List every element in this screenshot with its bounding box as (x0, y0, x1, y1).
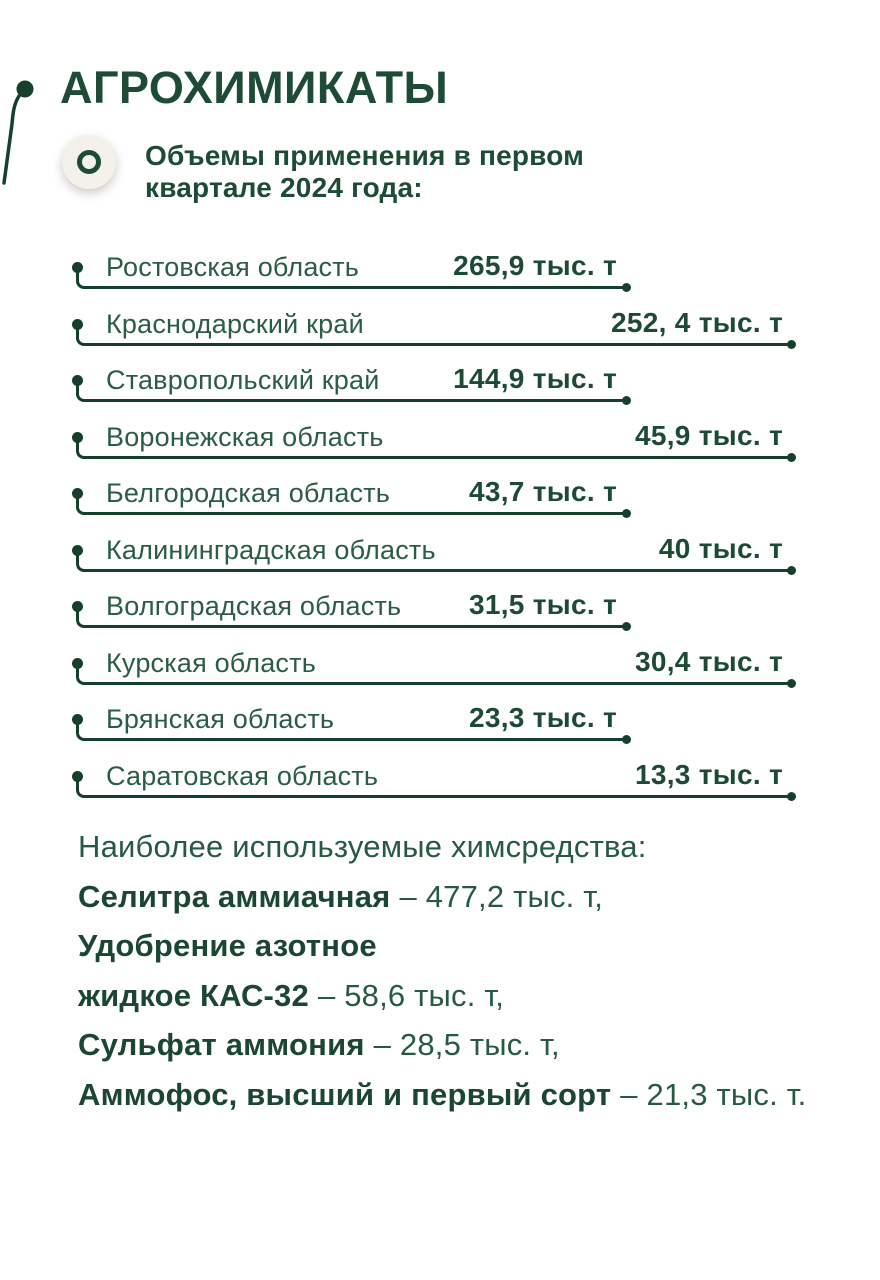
line-end-dot-icon (622, 509, 631, 518)
region-name: Воронежская область (106, 422, 384, 452)
line-end-dot-icon (787, 792, 796, 801)
region-row-volgograd (0, 589, 880, 645)
title-bullet-dot-icon (17, 81, 34, 98)
leader-line (76, 495, 627, 515)
region-value: 252, 4 тыс. т (611, 307, 783, 338)
chemical-amount: – 58,6 тыс. т, (317, 977, 505, 1013)
region-value: 23,3 тыс. т (468, 702, 617, 733)
subtitle-line-1: Объемы применения в первом (145, 140, 585, 171)
chemical-item (78, 921, 873, 971)
region-row-rostov (0, 250, 880, 306)
chemical-item (78, 971, 873, 1021)
line-end-dot-icon (787, 566, 796, 575)
leader-line (76, 326, 792, 346)
region-row-kursk (0, 646, 880, 702)
region-row-voronezh (0, 420, 880, 476)
leader-line (76, 665, 792, 685)
chemicals-section (78, 822, 873, 1119)
region-name: Курская область (106, 648, 316, 678)
line-end-dot-icon (622, 622, 631, 631)
region-value: 45,9 тыс. т (634, 420, 783, 451)
subtitle-line-2: квартале 2024 года: (145, 172, 423, 203)
region-value: 40 тыс. т (658, 533, 783, 564)
line-end-dot-icon (787, 453, 796, 462)
subtitle-marker (62, 135, 116, 189)
connector-line-decoration (0, 0, 60, 210)
region-row-krasnodar (0, 307, 880, 363)
line-end-dot-icon (622, 283, 631, 292)
region-row-saratov (0, 759, 880, 815)
chemicals-heading: Наиболее используемые химсредства: (78, 829, 647, 864)
region-value: 31,5 тыс. т (468, 589, 617, 620)
line-end-dot-icon (787, 340, 796, 349)
leader-line (76, 552, 792, 572)
leader-line (76, 382, 627, 402)
region-value: 43,7 тыс. т (468, 476, 617, 507)
region-name: Краснодарский край (106, 309, 364, 339)
circle-ring-icon (77, 150, 101, 174)
chemical-amount: – 477,2 тыс. т, (399, 878, 604, 914)
region-name: Калининградская область (106, 535, 436, 565)
region-name: Брянская область (106, 704, 335, 734)
region-value: 13,3 тыс. т (634, 759, 783, 790)
page-title: АГРОХИМИКАТЫ (60, 62, 449, 113)
leader-line (76, 608, 627, 628)
chemical-name: жидкое КАС-32 (78, 977, 309, 1013)
region-name: Белгородская область (106, 478, 391, 508)
chemical-item (78, 872, 873, 922)
line-end-dot-icon (622, 396, 631, 405)
chemical-name: Сульфат аммония (78, 1027, 365, 1062)
line-end-dot-icon (787, 679, 796, 688)
region-row-belgorod (0, 476, 880, 532)
region-list (0, 250, 880, 820)
region-name: Ставропольский край (106, 365, 380, 395)
chemical-item (78, 1020, 873, 1070)
region-value: 30,4 тыс. т (634, 646, 783, 677)
region-row-stavropol (0, 363, 880, 419)
chemical-name: Селитра аммиачная (78, 878, 391, 914)
leader-line (76, 439, 792, 459)
region-name: Саратовская область (106, 761, 379, 791)
region-row-kaliningrad (0, 533, 880, 589)
leader-line (76, 721, 627, 741)
region-row-bryansk (0, 702, 880, 758)
chemical-name: Удобрение азотное (78, 928, 377, 963)
chemical-item (78, 1070, 873, 1120)
subtitle (145, 140, 584, 204)
region-value: 144,9 тыс. т (453, 363, 617, 394)
leader-line (76, 778, 792, 798)
region-name: Ростовская область (106, 252, 360, 282)
chemical-amount: – 28,5 тыс. т, (373, 1027, 560, 1062)
region-value: 265,9 тыс. т (453, 250, 617, 281)
leader-line (76, 269, 627, 289)
region-name: Волгоградская область (106, 591, 402, 621)
line-end-dot-icon (622, 735, 631, 744)
chemical-amount: – 21,3 тыс. т. (620, 1076, 807, 1112)
chemical-name: Аммофос, высший и первый сорт (78, 1076, 612, 1112)
